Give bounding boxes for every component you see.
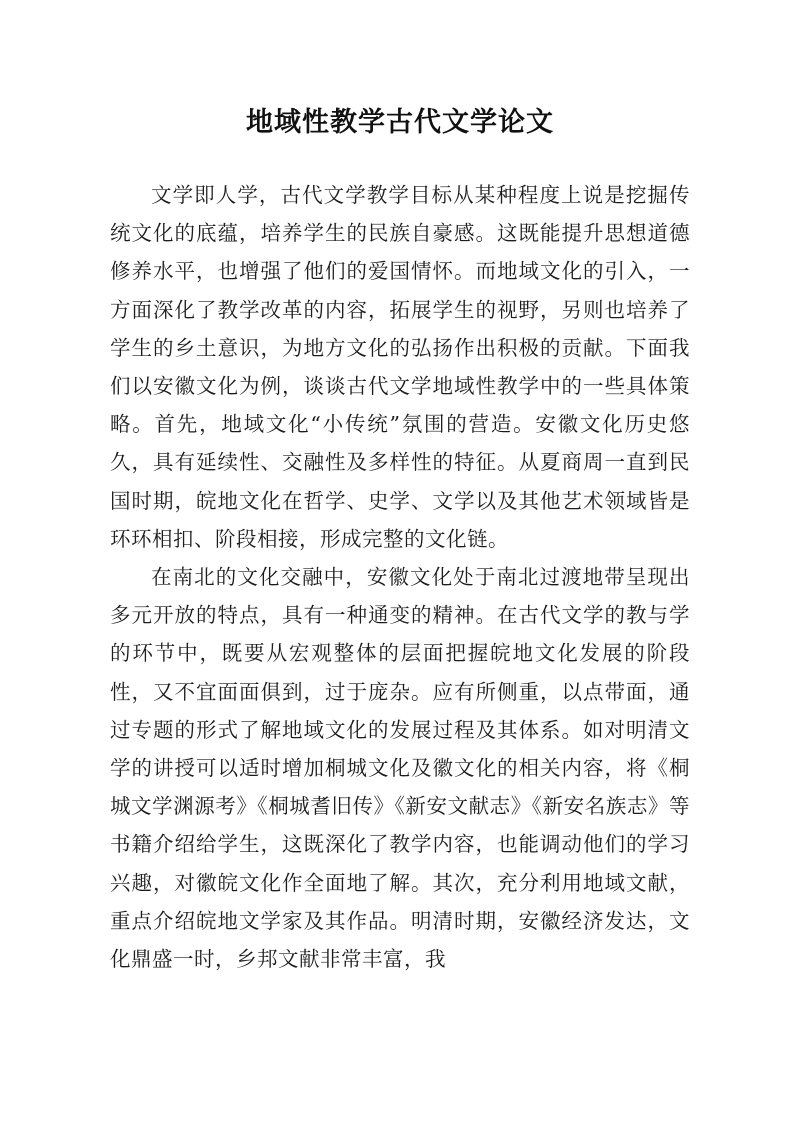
body-paragraph-1: 文学即人学，古代文学教学目标从某种程度上说是挖掘传统文化的底蕴，培养学生的民族自豪感。这既能提升思想道德修养水平，也增强了他们的爱国情怀。而地域文化的引入，一方面深化了教学改革的内容，拓展学生的视野，另则也培养了学生的乡土意识，为地方文化的弘扬作出积极的贡献。下面我们以安徽文化为例，谈谈古代文学地域性教学中的一些具体策略。首先，地域文化“小传统”氛围的营造。安徽文化历史悠久，具有延续性、交融性及多样性的特征。从夏商周一直到民国时期，皖地文化在哲学、史学、文学以及其他艺术领域皆是环环相扣、阶段相接，形成完整的文化链。 xyxy=(110,183,690,551)
document-title: 地域性教学古代文学论文 xyxy=(246,107,554,138)
document-body xyxy=(110,176,690,978)
body-paragraph-2: 在南北的文化交融中，安徽文化处于南北过渡地带呈现出多元开放的特点，具有一种通变的精神。在古代文学的教与学的环节中，既要从宏观整体的层面把握皖地文化发展的阶段性，又不宜面面俱到，过于庞杂。应有所侧重，以点带面，通过专题的形式了解地域文化的发展过程及其体系。如对明清文学的讲授可以适时增加桐城文化及徽文化的相关内容，将《桐城文学渊源考》《桐城耆旧传》《新安文献志》《新安名族志》等书籍介绍给学生，这既深化了教学内容，也能调动他们的学习兴趣，对徽皖文化作全面地了解。其次，充分利用地域文献，重点介绍皖地文学家及其作品。明清时期，安徽经济发达，文化鼎盛一时，乡邦文献非常丰富，我 xyxy=(110,565,690,972)
